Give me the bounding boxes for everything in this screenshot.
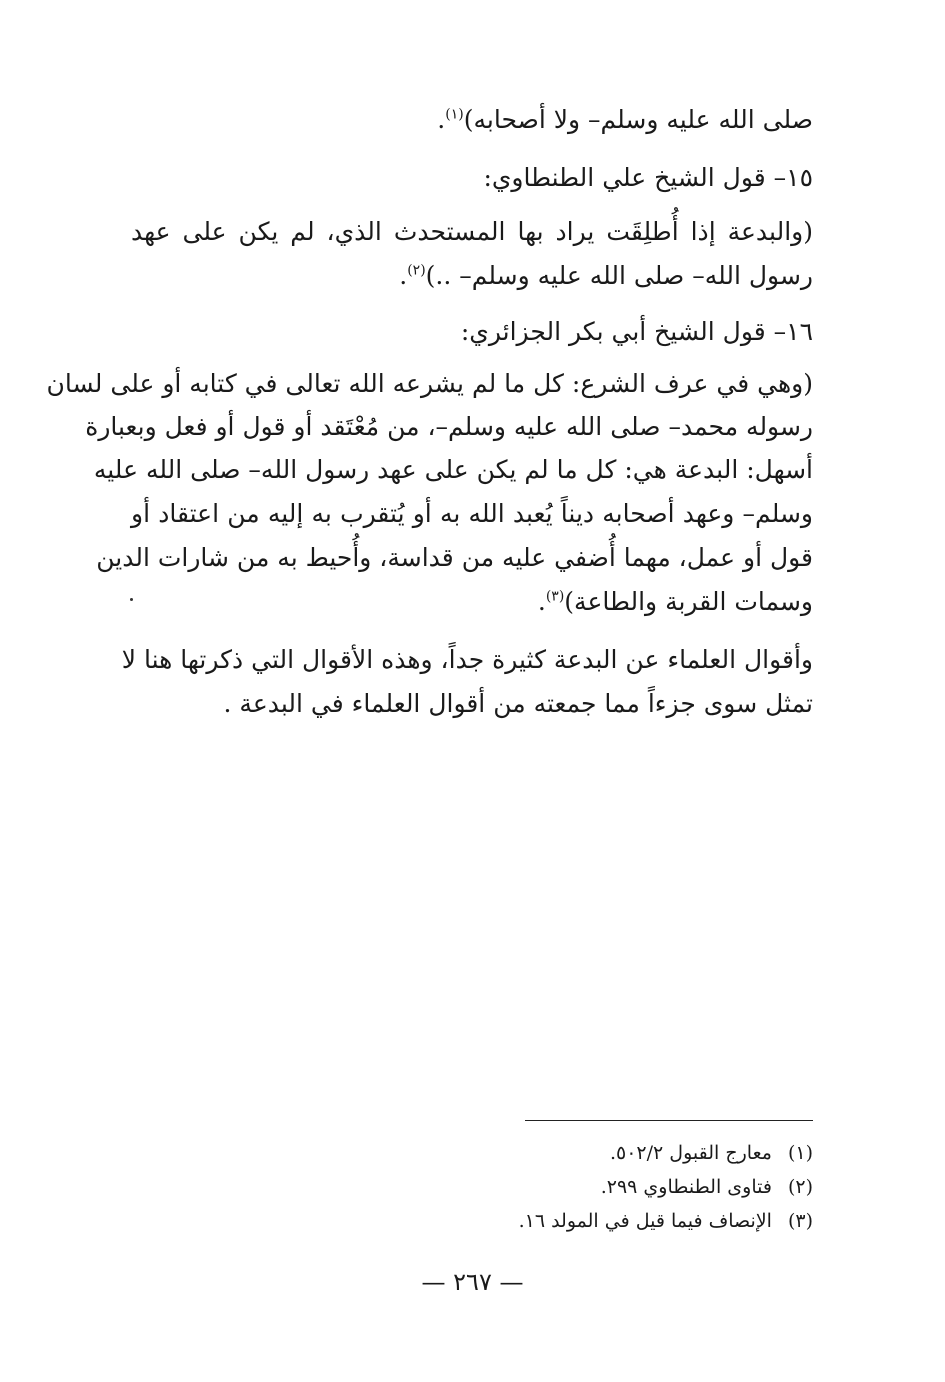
- stray-mark: [130, 598, 133, 601]
- paragraph-line-1: [121, 640, 813, 680]
- heading-text: ١٦– قول الشيخ أبي بكر الجزائري:: [460, 317, 813, 346]
- footnote-number: (١): [787, 1142, 813, 1164]
- text-span: .: [537, 587, 546, 616]
- text-span: رسوله محمد– صلى الله عليه وسلم–، من مُعْتَقد أو قول أو فعل وبعبارة: [85, 412, 813, 441]
- quote-15-line-1: [131, 212, 813, 252]
- quote-15-line-2: [399, 256, 813, 296]
- text-span: (وهي في عرف الشرع: كل ما لم يشرعه الله تعالى في كتابه أو على لسان: [46, 369, 813, 398]
- footnote-2: [601, 1172, 813, 1202]
- paragraph-line-2: [224, 684, 813, 724]
- footnote-number: (٣): [787, 1210, 813, 1232]
- footnote-3: [519, 1206, 813, 1236]
- footnote-text: الإنصاف فيما قيل في المولد ١٦.: [518, 1210, 772, 1232]
- footnote-text: معارج القبول ٥٠٢/٢.: [609, 1142, 772, 1164]
- text-span: .: [399, 261, 408, 290]
- text-span: .: [437, 105, 446, 134]
- quote-16-line-5: [96, 538, 813, 578]
- text-span: أسهل: البدعة هي: كل ما لم يكن على عهد رسول الله– صلى الله عليه: [93, 455, 813, 484]
- text-span: تمثل سوى جزءاً مما جمعته من أقوال العلماء في البدعة .: [223, 689, 813, 718]
- footnote-ref[interactable]: (٣): [545, 588, 565, 605]
- quote-16-line-3: [93, 450, 813, 490]
- text-line: [437, 100, 813, 140]
- footnote-ref[interactable]: (١): [445, 106, 464, 123]
- quote-16-line-6: [538, 582, 813, 622]
- quote-16-line-2: [85, 407, 813, 447]
- quote-16-line-1: [46, 364, 813, 404]
- text-span: رسول الله– صلى الله عليه وسلم– ..): [425, 261, 813, 290]
- section-heading-16: [461, 312, 813, 352]
- text-span: (والبدعة إذا أُطلِقَت يراد بها المستحدث الذي، لم يكن على عهد: [131, 217, 813, 246]
- footnote-ref[interactable]: (٢): [407, 262, 426, 279]
- footnote-separator: [525, 1120, 813, 1121]
- heading-text: ١٥– قول الشيخ علي الطنطاوي:: [483, 163, 813, 192]
- text-span: وأقوال العلماء عن البدعة كثيرة جداً، وهذه الأقوال التي ذكرتها هنا لا: [121, 645, 813, 674]
- footnote-text: فتاوى الطنطاوي ٢٩٩.: [600, 1176, 772, 1198]
- text-span: وسلم– وعهد أصحابه ديناً يُعبد الله به أو يُتقرب به إليه من اعتقاد أو: [131, 499, 813, 528]
- text-span: قول أو عمل، مهما أُضفي عليه من قداسة، وأُحيط به من شارات الدين: [96, 543, 813, 572]
- footnote-number: (٢): [787, 1176, 813, 1198]
- quote-16-line-4: [131, 494, 813, 534]
- footnote-1: [610, 1138, 813, 1168]
- page-number: — ٢٦٧ —: [421, 1268, 524, 1296]
- text-span: صلى الله عليه وسلم– ولا أصحابه): [463, 105, 813, 134]
- section-heading-15: [483, 158, 813, 198]
- text-span: وسمات القربة والطاعة): [564, 587, 813, 616]
